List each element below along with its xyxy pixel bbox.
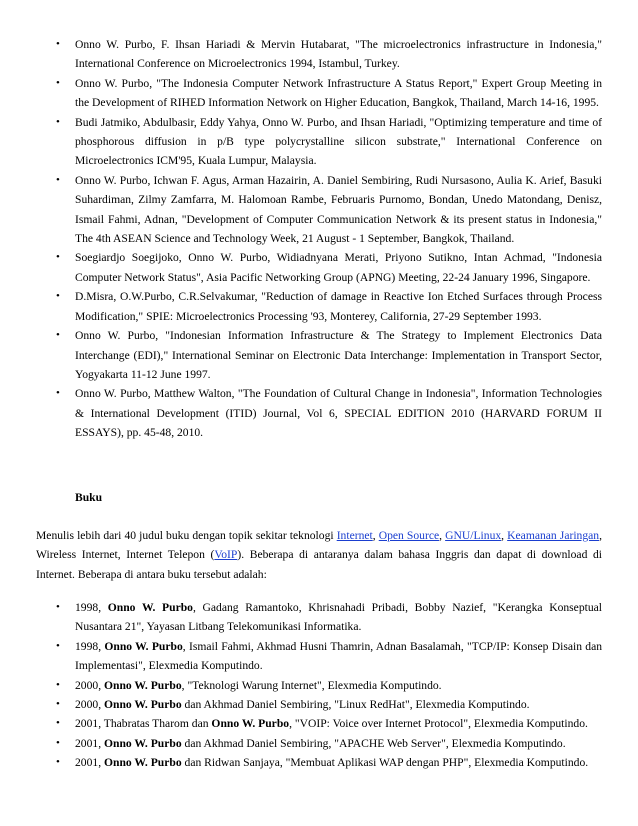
bullet-icon: • xyxy=(56,115,60,128)
bullet-icon: • xyxy=(56,736,60,749)
book-author-bold: Onno W. Purbo xyxy=(103,736,182,750)
list-item xyxy=(0,171,638,249)
list-item xyxy=(0,113,638,171)
intro-separator: , xyxy=(372,529,379,542)
intro-text: ). Beberapa di antaranya dalam bahasa Inggris dan dapat di download di Internet. Beberapa di antara buku tersebut adalah: xyxy=(36,548,603,581)
book-year: 2001, xyxy=(75,756,104,770)
bullet-icon: • xyxy=(56,76,60,89)
bullet-icon: • xyxy=(56,678,60,691)
book-author-bold: Onno W. Purbo xyxy=(211,717,290,731)
book-author-bold: Onno W. Purbo xyxy=(103,756,182,770)
book-details: , "VOIP: Voice over Internet Protocol", Elexmedia Komputindo. xyxy=(289,717,588,731)
list-item xyxy=(0,714,638,733)
intro-text: , Wireless Internet, Internet Telepon ( xyxy=(36,529,602,562)
list-item xyxy=(0,35,638,74)
link-open-source[interactable]: Open Source xyxy=(378,529,440,542)
list-item xyxy=(0,598,638,637)
book-details: , Gadang Ramantoko, Khrisnahadi Pribadi, Bobby Nazief, "Kerangka Konseptual Nusantara 21", Yayasan Litbang Telekomunikasi Informatika. xyxy=(75,601,603,634)
list-item xyxy=(0,74,638,113)
intro-text: Menulis lebih dari 40 judul buku dengan topik sekitar teknologi xyxy=(36,529,337,542)
list-item xyxy=(0,676,638,695)
book-author-bold: Onno W. Purbo xyxy=(107,601,193,614)
link-keamanan-jaringan[interactable]: Keamanan Jaringan xyxy=(507,529,600,542)
bullet-icon: • xyxy=(56,639,60,652)
list-item xyxy=(0,753,638,772)
book-details: dan Ridwan Sanjaya, "Membuat Aplikasi WAP dengan PHP", Elexmedia Komputindo. xyxy=(181,756,589,770)
book-details: , "Teknologi Warung Internet", Elexmedia Komputindo. xyxy=(181,678,442,692)
publication-text: Soegiardjo Soegijoko, Onno W. Purbo, Widiadnyana Merati, Priyono Sutikno, Intan Achmad, "Indonesia Computer Network Status", Asia Pacific Networking Group (APNG) Meeting, 22-24 January 1996, Singapore. xyxy=(75,251,602,284)
list-item xyxy=(0,637,638,676)
publication-text: Budi Jatmiko, Abdulbasir, Eddy Yahya, Onno W. Purbo, and Ihsan Hariadi, "Optimizing temperature and time of phosphorous diffusion in p/B type polycrystalline silicon substrate," International Conference on Microelectronics ICM'95, Kuala Lumpur, Malaysia. xyxy=(75,115,602,168)
publication-text: Onno W. Purbo, "The Indonesia Computer Network Infrastructure A Status Report," Expert Group Meeting in the Development of RIHED Information Network on Higher Education, Bangkok, Thailand, March 14-16, 1995. xyxy=(75,76,602,110)
publication-text: Onno W. Purbo, Ichwan F. Agus, Arman Hazairin, A. Daniel Sembiring, Rudi Nursasono, Aulia K. Arief, Basuki Suhardiman, Zilmy Zamfarra, M. Halomoan Rambe, Februaris Purnomo, Bondan, Unedo Matondang, Denisz, Ismail Fahmi, Adnan, "Development of Computer Communication Network & its present status in Indonesia," The 4th ASEAN Science and Technology Week, 21 August - 1 September, Bangkok, Thailand. xyxy=(75,173,602,246)
bullet-icon: • xyxy=(56,717,60,730)
books-heading: Buku xyxy=(75,491,103,504)
books-intro-paragraph xyxy=(36,526,602,584)
bullet-icon: • xyxy=(56,387,60,400)
bullet-icon: • xyxy=(56,698,60,711)
bullet-icon: • xyxy=(56,756,60,769)
publication-text: D.Misra, O.W.Purbo, C.R.Selvakumar, "Reduction of damage in Reactive Ion Etched Surfaces through Process Modification," SPIE: Microelectronics Processing '93, Monterey, California, 27-29 September 1993. xyxy=(75,290,602,323)
list-item xyxy=(0,248,638,287)
bullet-icon: • xyxy=(56,329,60,342)
books-list xyxy=(0,598,638,773)
publication-text: Onno W. Purbo, F. Ihsan Hariadi & Mervin Hutabarat, "The microelectronics infrastructure in Indonesia," International Conference on Microelectronics 1994, Istambul, Turkey. xyxy=(75,38,602,71)
list-item xyxy=(0,326,638,384)
book-year: 2001, xyxy=(75,736,104,750)
link-voip[interactable]: VoIP xyxy=(214,548,238,562)
publication-text: Onno W. Purbo, Matthew Walton, "The Foundation of Cultural Change in Indonesia", Information Technologies & International Development (ITID) Journal, Vol 6, SPECIAL EDITION 2010 (HARVARD FORUM II ESSAYS), pp. 45-48, 2010. xyxy=(75,387,602,440)
book-author-bold: Onno W. Purbo xyxy=(103,678,182,692)
bullet-icon: • xyxy=(56,290,60,303)
publications-list xyxy=(0,35,638,443)
list-item xyxy=(0,695,638,714)
book-details: dan Akhmad Daniel Sembiring, "Linux RedHat", Elexmedia Komputindo. xyxy=(181,698,530,712)
bullet-icon: • xyxy=(56,38,60,50)
link-gnu-linux[interactable]: GNU/Linux xyxy=(445,529,502,542)
book-details: dan Akhmad Daniel Sembiring, "APACHE Web Server", Elexmedia Komputindo. xyxy=(181,736,566,750)
publication-text: Onno W. Purbo, "Indonesian Information Infrastructure & The Strategy to Implement Electronics Data Interchange (EDI)," International Seminar on Electronic Data Interchange: Implementation in Transport Sector, Yogyakarta 11-12 June 1997. xyxy=(75,329,602,381)
book-author-bold: Onno W. Purbo xyxy=(103,698,182,712)
book-year: 2000, xyxy=(75,678,104,692)
book-author-bold: Onno W. Purbo xyxy=(104,639,183,653)
list-item xyxy=(0,287,638,326)
book-details: , Ismail Fahmi, Akhmad Husni Thamrin, Adnan Basalamah, "TCP/IP: Konsep Disain dan Implementasi", Elexmedia Komputindo. xyxy=(75,639,603,673)
book-year: 2001, Thabratas Tharom dan xyxy=(75,717,212,731)
book-year: 1998, xyxy=(75,639,105,653)
book-year: 2000, xyxy=(75,698,104,712)
link-internet[interactable]: Internet xyxy=(336,529,373,542)
bullet-icon: • xyxy=(56,601,60,613)
bullet-icon: • xyxy=(56,173,60,186)
list-item xyxy=(0,384,638,442)
intro-separator: , xyxy=(501,529,508,542)
intro-separator: , xyxy=(439,529,446,542)
book-year: 1998, xyxy=(75,601,108,614)
list-item xyxy=(0,734,638,753)
bullet-icon: • xyxy=(56,251,60,264)
